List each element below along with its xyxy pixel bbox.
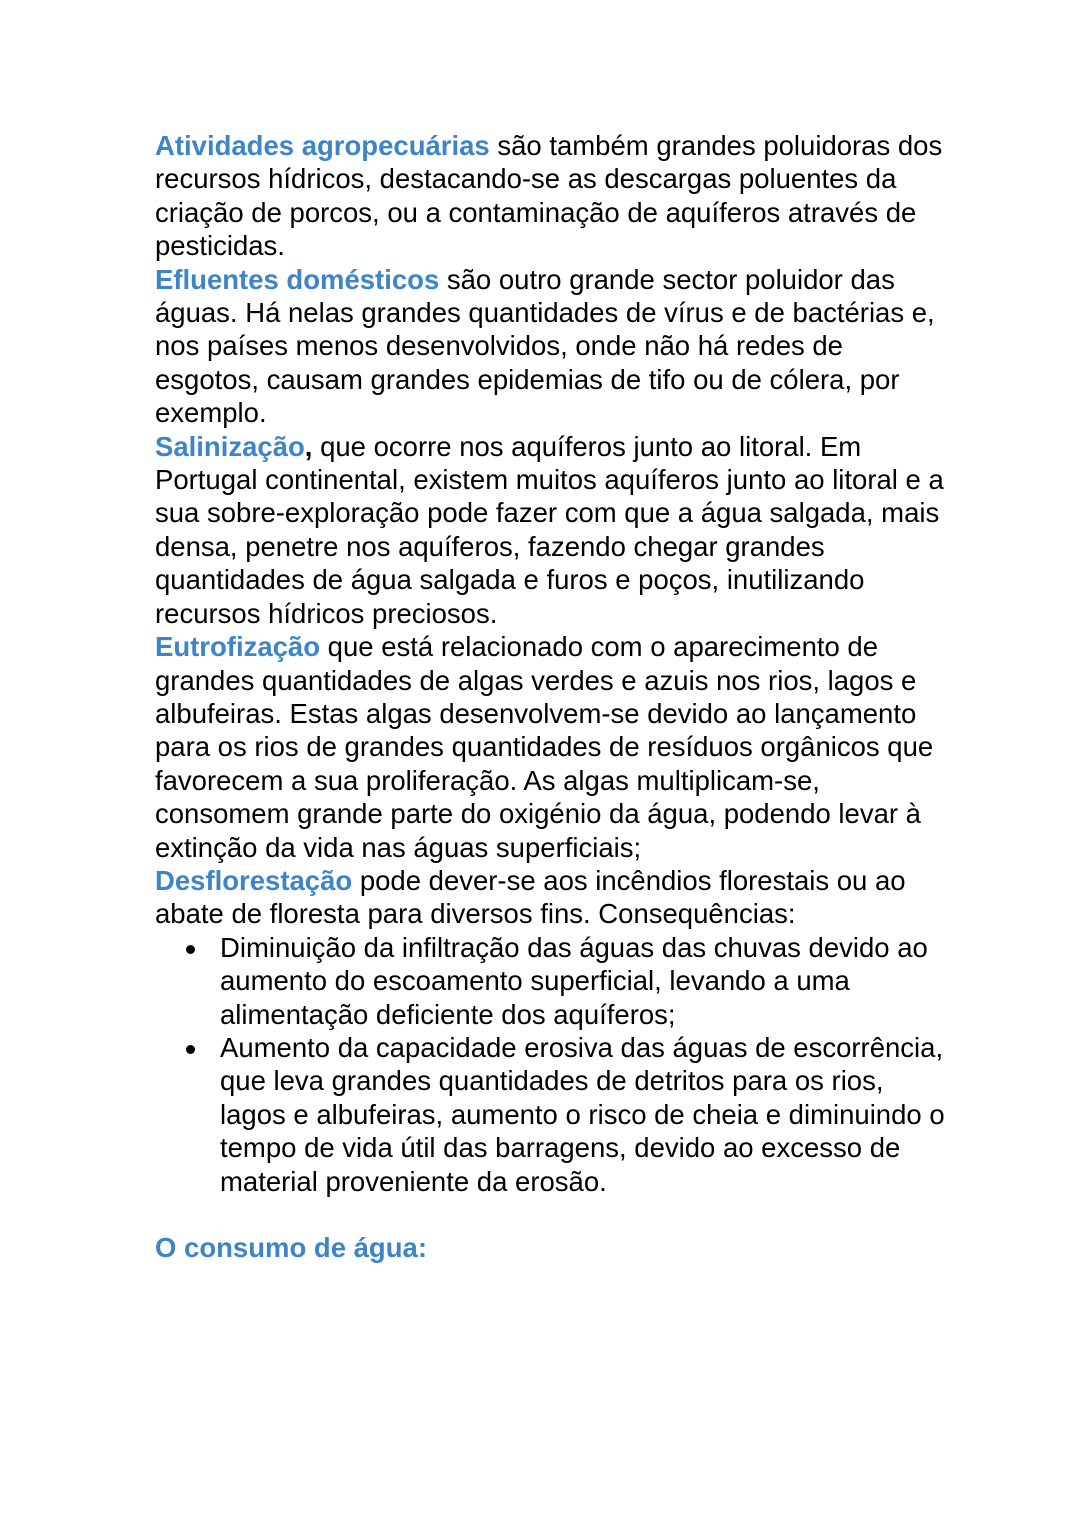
- bullet-icon: [186, 945, 195, 954]
- term-desflorestacao: Desflorestação: [155, 864, 353, 896]
- paragraph-efluentes: [155, 263, 945, 430]
- term-efluentes: Efluentes domésticos: [155, 263, 440, 295]
- consequences-list: [155, 931, 945, 1198]
- section-heading: O consumo de água:: [155, 1232, 427, 1263]
- paragraph-desflorestacao: [155, 864, 945, 931]
- paragraph-eutrofizacao: [155, 630, 945, 864]
- document-page: [155, 129, 945, 1264]
- paragraph-text: pode dever-se aos incêndios florestais ou ao abate de floresta para diversos fins. Consequências:: [155, 864, 906, 930]
- paragraph-text: que ocorre nos aquíferos junto ao litoral. Em Portugal continental, existem muitos aquíferos junto ao litoral e a sua sobre-exploração pode fazer com que a água salgada, mais densa, penetre nos aquíferos, fazendo chegar grandes quantidades de água salgada e furos e poços, inutilizando recursos hídricos preciosos.: [155, 430, 944, 629]
- term-suffix: ,: [304, 430, 313, 462]
- term-salinizacao: Salinização: [155, 430, 305, 462]
- list-item-text: Diminuição da infiltração das águas das chuvas devido ao aumento do escoamento superficial, levando a uma alimentação deficiente dos aquíferos;: [220, 931, 928, 1030]
- paragraph-text: são também grandes poluidoras dos recursos hídricos, destacando-se as descargas poluentes da criação de porcos, ou a contaminação de aquíferos através de pesticidas.: [155, 130, 943, 262]
- paragraph-salinizacao: [155, 430, 945, 630]
- list-item: [220, 1031, 945, 1198]
- paragraph-text: que está relacionado com o aparecimento de grandes quantidades de algas verdes e azuis nos rios, lagos e albufeiras. Estas algas desenvolvem-se devido ao lançamento para os rios de grandes quantidades de resíduos orgânicos que favorecem a sua proliferação. As algas multiplicam-se, consomem grande parte do oxigénio da água, podendo levar à extinção da vida nas águas superficiais;: [155, 631, 934, 863]
- term-agropecuarias: Atividades agropecuárias: [155, 130, 490, 161]
- bullet-icon: [186, 1045, 195, 1054]
- paragraph-agropecuarias: [155, 129, 945, 263]
- list-item: [220, 931, 945, 1031]
- list-item-text: Aumento da capacidade erosiva das águas de escorrência, que leva grandes quantidades de detritos para os rios, lagos e albufeiras, aumento o risco de cheia e diminuindo o tempo de vida útil das barragens, devido ao excesso de material proveniente da erosão.: [220, 1031, 945, 1197]
- term-eutrofizacao: Eutrofização: [155, 631, 321, 663]
- paragraph-text: são outro grande sector poluidor das águas. Há nelas grandes quantidades de vírus e de bactérias e, nos países menos desenvolvidos, onde não há redes de esgotos, causam grandes epidemias de tifo ou de cólera, por exemplo.: [155, 263, 935, 429]
